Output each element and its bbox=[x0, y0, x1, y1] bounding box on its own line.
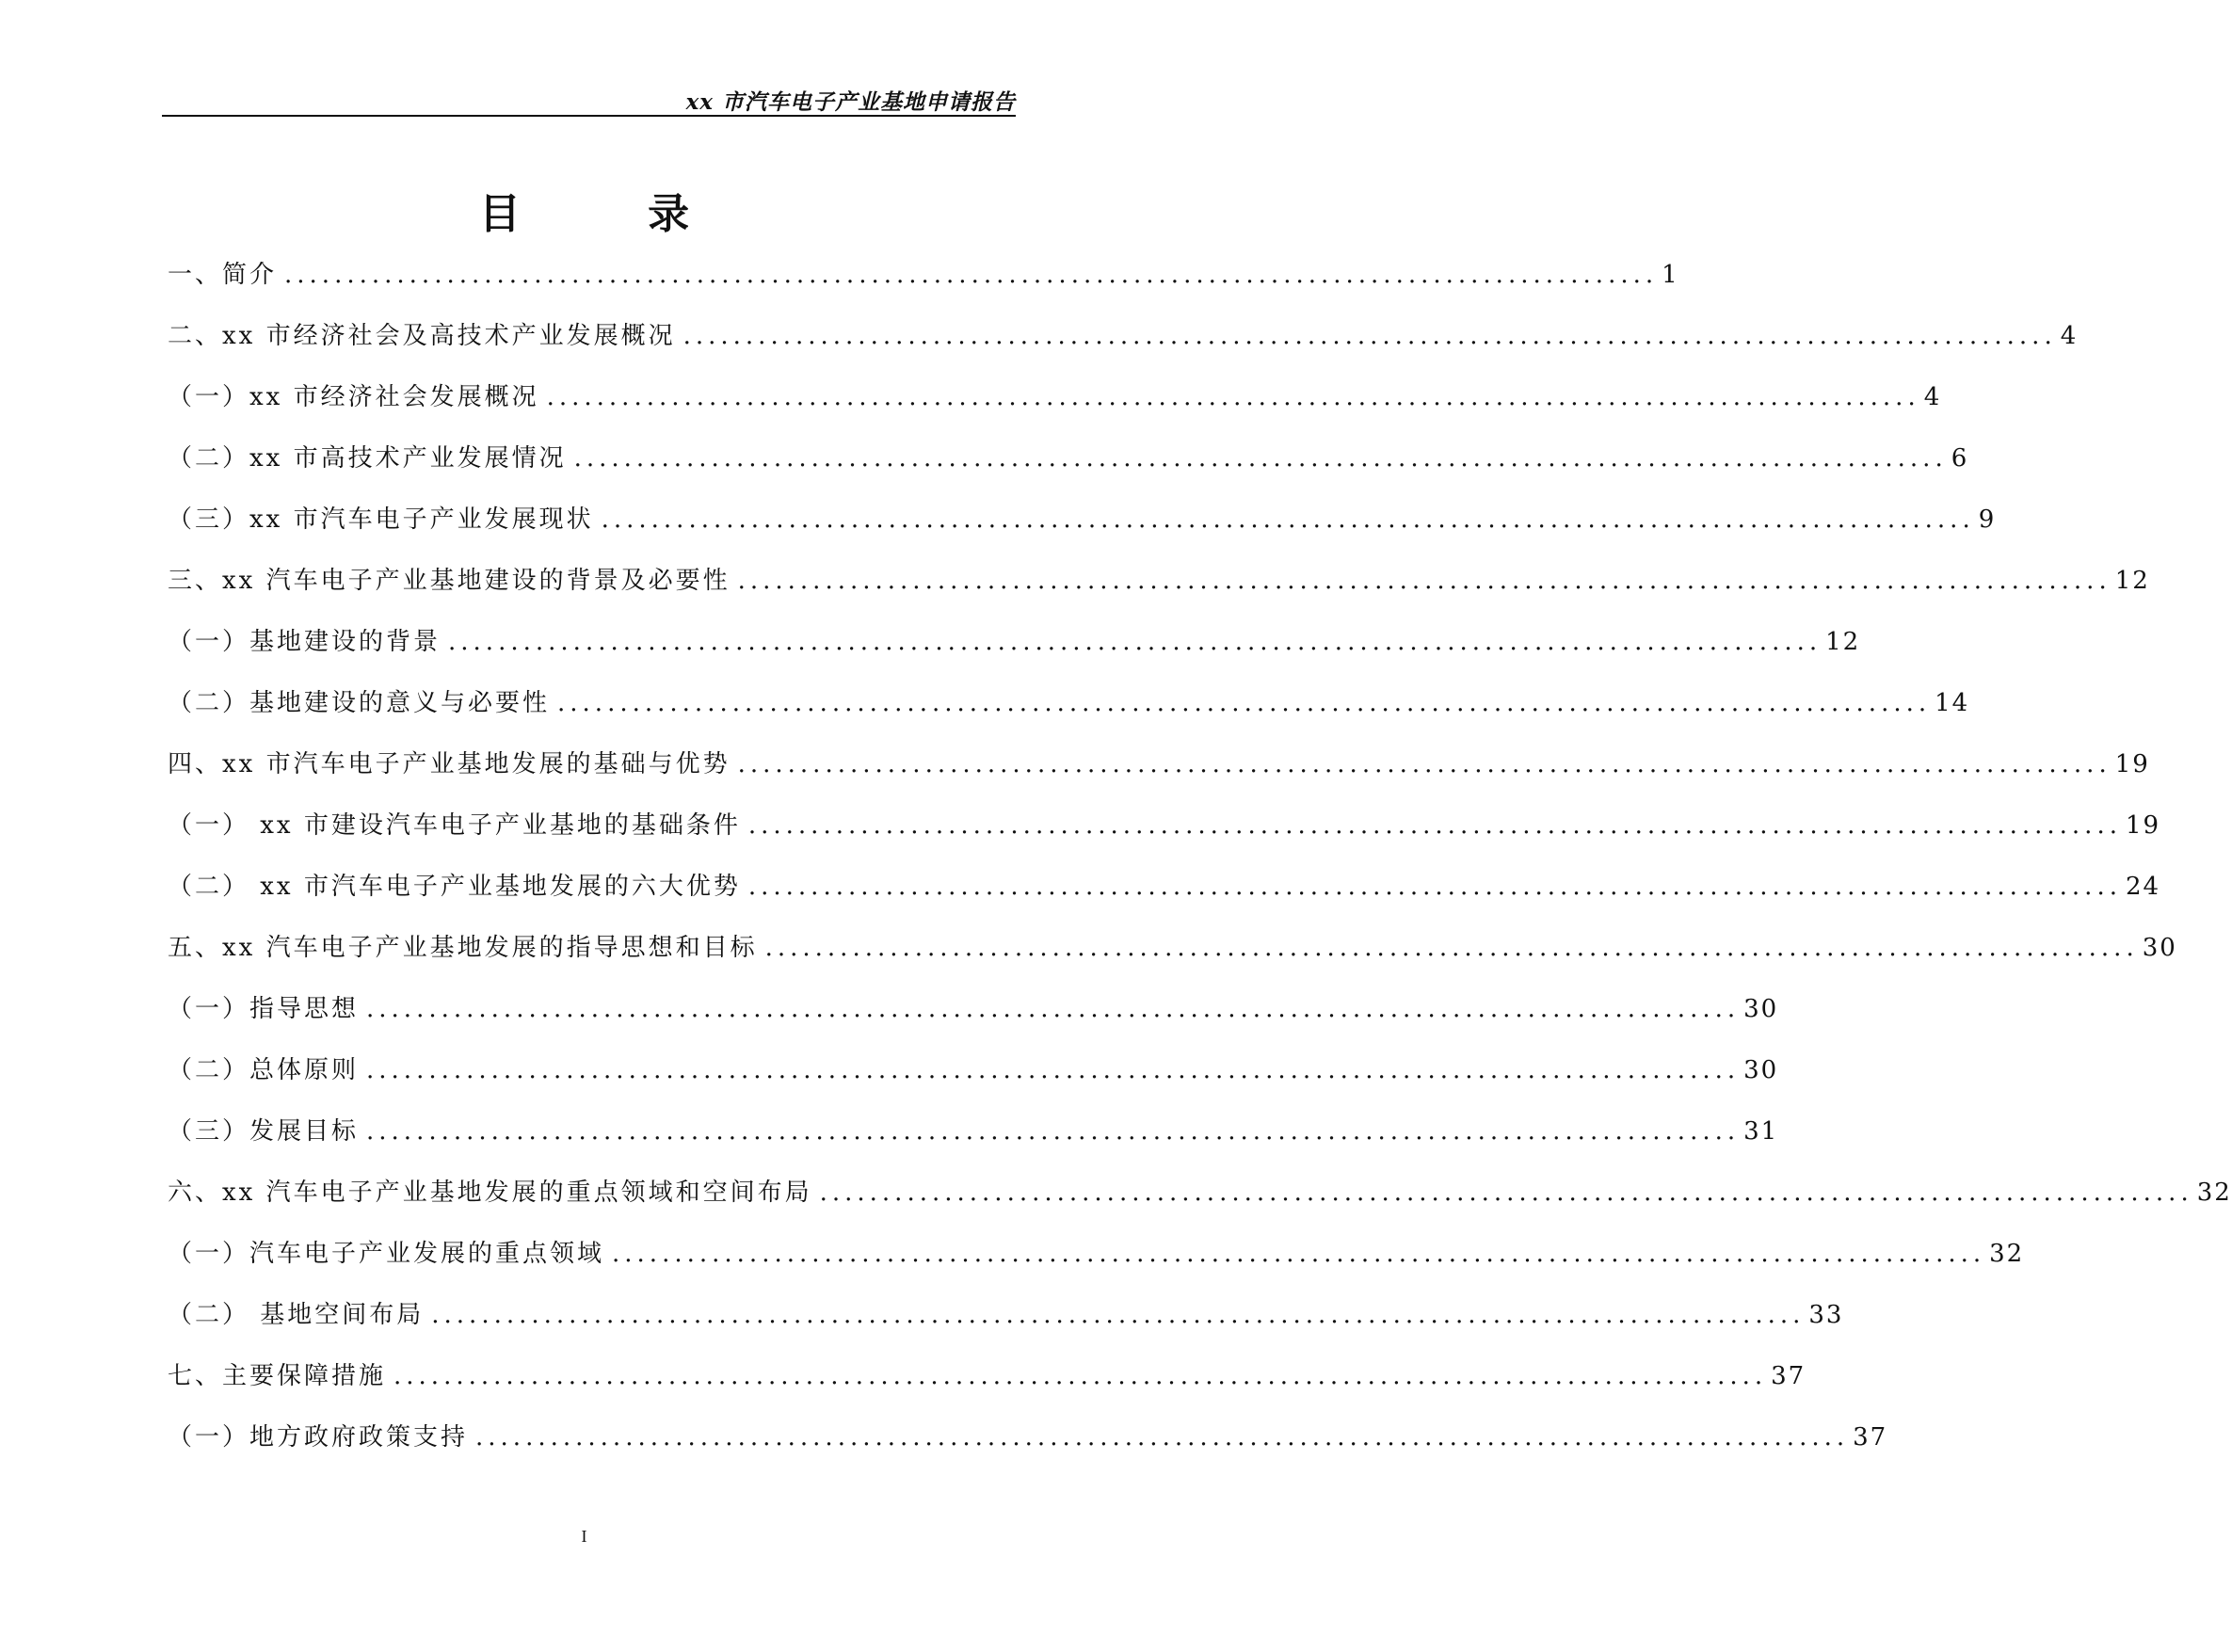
toc-entry-title: 六、xx 汽车电子产业基地发展的重点领域和空间布局 bbox=[168, 1179, 812, 1207]
toc-entry[interactable] bbox=[168, 746, 2150, 807]
toc-entry-page-number: 4 bbox=[1923, 383, 1942, 411]
toc-entry-page-number: 37 bbox=[1771, 1362, 1806, 1390]
toc-entry[interactable] bbox=[168, 562, 2150, 623]
toc-entry-page-number: 19 bbox=[2114, 750, 2150, 778]
page-header bbox=[162, 77, 1016, 117]
toc-entry-title: 七、主要保障措施 bbox=[168, 1362, 387, 1390]
toc-entry-page-number: 37 bbox=[1853, 1423, 1888, 1452]
page-number: I bbox=[581, 1527, 587, 1546]
toc-entry-page-number: 12 bbox=[2114, 567, 2150, 595]
toc-entry-page-number: 32 bbox=[1989, 1240, 2025, 1268]
toc-dot-leader: .............................................................................................................. bbox=[601, 505, 1975, 534]
toc-dot-leader: .............................................................................................................. bbox=[366, 1117, 1741, 1146]
toc-entry-page-number: 12 bbox=[1825, 628, 1861, 656]
toc-entry-title: 一、简介 bbox=[168, 261, 278, 289]
toc-entry-title: （一）xx 市经济社会发展概况 bbox=[168, 383, 539, 411]
toc-entry-page-number: 30 bbox=[1743, 995, 1779, 1023]
toc-entry-page-number: 30 bbox=[2142, 934, 2177, 962]
toc-dot-leader: .............................................................................................................. bbox=[764, 934, 2139, 962]
toc-entry-title: （二）基地建设的意义与必要性 bbox=[168, 689, 551, 717]
toc-entry[interactable] bbox=[168, 929, 2177, 990]
toc-entry-title: 四、xx 市汽车电子产业基地发展的基础与优势 bbox=[168, 750, 731, 778]
toc-entry-title: （二） xx 市汽车电子产业基地发展的六大优势 bbox=[168, 873, 741, 901]
toc-entry[interactable] bbox=[168, 256, 1679, 317]
toc-entry-title: （一）汽车电子产业发展的重点领域 bbox=[168, 1240, 605, 1268]
toc-dot-leader: .............................................................................................................. bbox=[612, 1240, 1986, 1268]
table-of-contents bbox=[168, 256, 2232, 1480]
toc-entry-page-number: 14 bbox=[1935, 689, 1970, 717]
toc-entry-page-number: 32 bbox=[2196, 1179, 2232, 1207]
toc-dot-leader: .............................................................................................................. bbox=[284, 261, 1659, 289]
toc-entry[interactable] bbox=[168, 623, 1861, 684]
toc-entry-page-number: 6 bbox=[1951, 444, 1969, 473]
toc-entry-title: （一）基地建设的背景 bbox=[168, 628, 442, 656]
toc-entry-title: （二）xx 市高技术产业发展情况 bbox=[168, 444, 567, 473]
toc-dot-leader: .............................................................................................................. bbox=[366, 1056, 1741, 1084]
toc-dot-leader: .............................................................................................................. bbox=[431, 1301, 1806, 1329]
toc-entry-page-number: 1 bbox=[1662, 261, 1679, 289]
toc-dot-leader: .............................................................................................................. bbox=[393, 1362, 1768, 1390]
toc-dot-leader: .............................................................................................................. bbox=[737, 750, 2112, 778]
toc-entry-title: （一）地方政府政策支持 bbox=[168, 1423, 469, 1452]
toc-dot-leader: .............................................................................................................. bbox=[737, 567, 2112, 595]
toc-entry[interactable] bbox=[168, 1174, 2232, 1235]
toc-dot-leader: .............................................................................................................. bbox=[366, 995, 1741, 1023]
toc-entry[interactable] bbox=[168, 990, 1779, 1051]
toc-entry[interactable] bbox=[168, 1051, 1779, 1113]
toc-entry-page-number: 33 bbox=[1808, 1301, 1844, 1329]
toc-entry-page-number: 4 bbox=[2060, 322, 2079, 350]
toc-dot-leader: .............................................................................................................. bbox=[747, 811, 2122, 840]
toc-dot-leader: .............................................................................................................. bbox=[546, 383, 1920, 411]
toc-entry[interactable] bbox=[168, 1419, 1888, 1480]
toc-entry-page-number: 19 bbox=[2125, 811, 2161, 840]
toc-entry[interactable] bbox=[168, 1113, 1779, 1174]
toc-entry-page-number: 30 bbox=[1743, 1056, 1779, 1084]
toc-entry[interactable] bbox=[168, 378, 1942, 440]
toc-entry[interactable] bbox=[168, 501, 1997, 562]
toc-entry-title: 三、xx 汽车电子产业基地建设的背景及必要性 bbox=[168, 567, 731, 595]
toc-dot-leader: .............................................................................................................. bbox=[475, 1423, 1850, 1452]
toc-entry-title: （三）发展目标 bbox=[168, 1117, 360, 1146]
toc-entry[interactable] bbox=[168, 868, 2161, 929]
toc-entry-title: 二、xx 市经济社会及高技术产业发展概况 bbox=[168, 322, 676, 350]
toc-entry-title: 五、xx 汽车电子产业基地发展的指导思想和目标 bbox=[168, 934, 758, 962]
toc-entry[interactable] bbox=[168, 684, 1970, 746]
toc-entry-title: （二）总体原则 bbox=[168, 1056, 360, 1084]
toc-entry-title: （二） 基地空间布局 bbox=[168, 1301, 425, 1329]
toc-entry[interactable] bbox=[168, 1357, 1806, 1419]
toc-entry[interactable] bbox=[168, 440, 1969, 501]
toc-dot-leader: .............................................................................................................. bbox=[573, 444, 1948, 473]
page-title: 目 录 bbox=[478, 190, 747, 238]
toc-entry-title: （一） xx 市建设汽车电子产业基地的基础条件 bbox=[168, 811, 741, 840]
toc-dot-leader: .............................................................................................................. bbox=[819, 1179, 2193, 1207]
toc-entry-title: （一）指导思想 bbox=[168, 995, 360, 1023]
header-title: xx 市汽车电子产业基地申请报告 bbox=[685, 89, 1016, 115]
toc-entry[interactable] bbox=[168, 807, 2161, 868]
toc-entry-title: （三）xx 市汽车电子产业发展现状 bbox=[168, 505, 594, 534]
toc-dot-leader: .............................................................................................................. bbox=[448, 628, 1823, 656]
toc-entry-page-number: 9 bbox=[1978, 505, 1997, 534]
toc-entry-page-number: 24 bbox=[2125, 873, 2161, 901]
toc-dot-leader: .............................................................................................................. bbox=[747, 873, 2122, 901]
toc-entry[interactable] bbox=[168, 1235, 2025, 1296]
toc-entry-page-number: 31 bbox=[1743, 1117, 1779, 1146]
toc-dot-leader: .............................................................................................................. bbox=[557, 689, 1932, 717]
toc-entry[interactable] bbox=[168, 317, 2079, 378]
toc-dot-leader: .............................................................................................................. bbox=[682, 322, 2057, 350]
toc-entry[interactable] bbox=[168, 1296, 1844, 1357]
